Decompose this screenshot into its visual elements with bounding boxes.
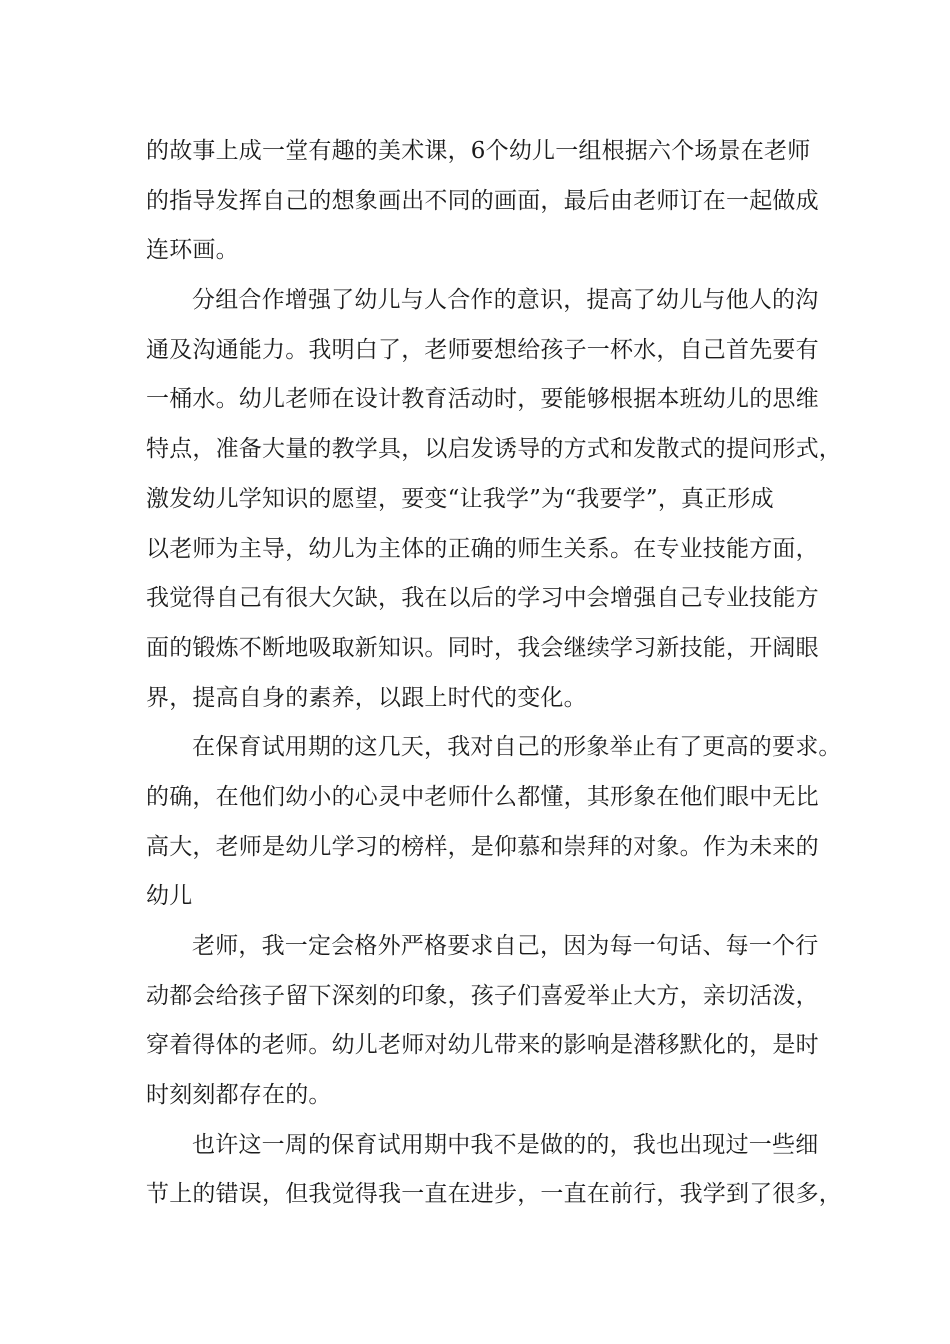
paragraph-first-line: 也许这一周的保育试用期中我不是做的的，我也出现过一些细 (192, 1131, 819, 1158)
text-line: 以老师为主导，幼儿为主体的正确的师生关系。在专业技能方面， (146, 535, 819, 562)
text-line: 节上的错误，但我觉得我一直在进步，一直在前行，我学到了很多， (146, 1181, 842, 1208)
paragraph-first-line: 老师，我一定会格外严格要求自己，因为每一句话、每一个行 (192, 933, 819, 959)
text-line: 面的锻炼不断地吸取新知识。同时，我会继续学习新技能，开阔眼 (146, 634, 819, 661)
text-line: 穿着得体的老师。幼儿老师对幼儿带来的影响是潜移默化的，是时 (146, 1032, 819, 1059)
text-line: 高大，老师是幼儿学习的榜样，是仰慕和崇拜的对象。作为未来的 (146, 833, 819, 860)
text-line: 的确，在他们幼小的心灵中老师什么都懂，其形象在他们眼中无比 (146, 783, 819, 810)
text-line: 时刻刻都存在的。 (146, 1082, 332, 1109)
paragraph-first-line: 分组合作增强了幼儿与人合作的意识，提高了幼儿与他人的沟 (192, 287, 819, 314)
text-line: 通及沟通能力。我明白了，老师要想给孩子一杯水，自己首先要有 (146, 336, 819, 363)
text-line: 连环画。 (146, 237, 239, 264)
text-line: 幼儿 (146, 883, 193, 910)
text-line: 激发幼儿学知识的愿望，要变“让我学”为“我要学”，真正形成 (146, 485, 774, 512)
document-body (146, 127, 842, 1220)
text-line: 动都会给孩子留下深刻的印象，孩子们喜爱举止大方，亲切活泼， (146, 982, 819, 1009)
text-line: 界，提高自身的素养，以跟上时代的变化。 (146, 684, 587, 711)
paragraph-first-line: 在保育试用期的这几天，我对自己的形象举止有了更高的要求。 (192, 734, 842, 761)
text-line: 特点，准备大量的教学具，以启发诱导的方式和发散式的提问形式， (146, 436, 842, 463)
text-line: 我觉得自己有很大欠缺，我在以后的学习中会增强自己专业技能方 (146, 585, 819, 612)
text-line: 的故事上成一堂有趣的美术课，6个幼儿一组根据六个场景在老师 (146, 138, 811, 164)
text-line: 一桶水。幼儿老师在设计教育活动时，要能够根据本班幼儿的思维 (146, 386, 819, 413)
text-line: 的指导发挥自己的想象画出不同的画面，最后由老师订在一起做成 (146, 187, 819, 214)
